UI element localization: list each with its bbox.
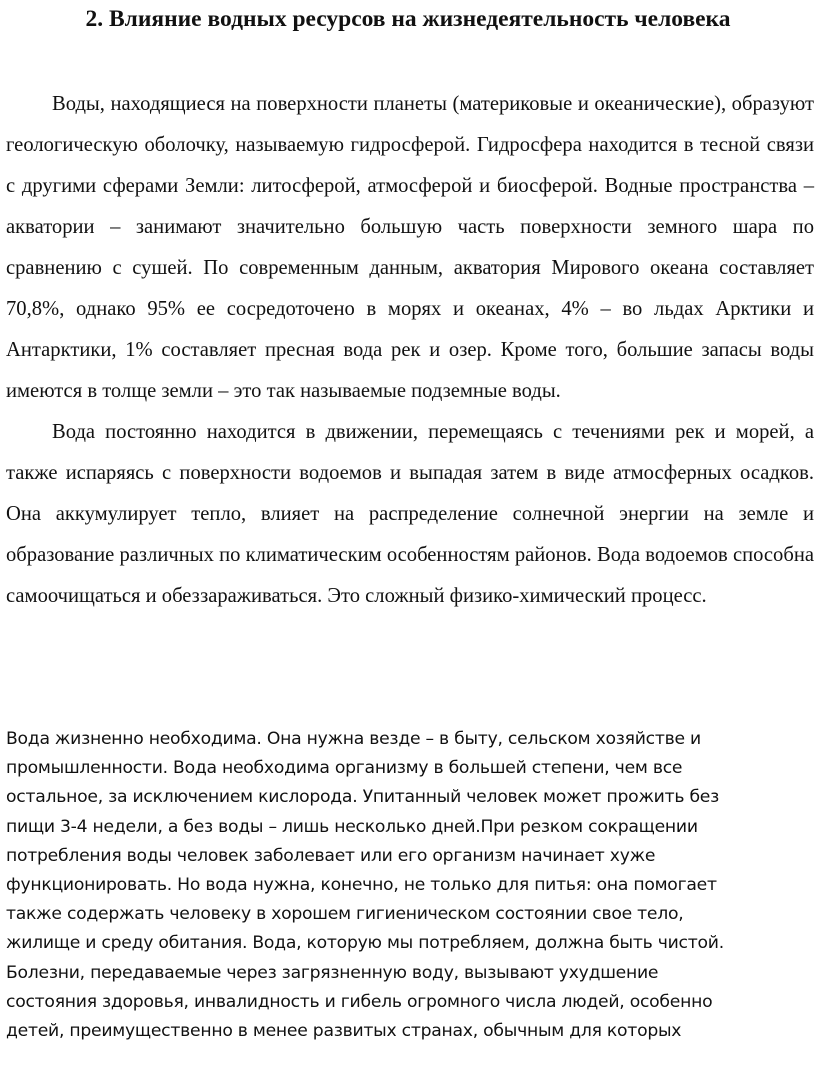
text-line: состояния здоровья, инвалидность и гибель огромного числа людей, особенно (6, 991, 713, 1012)
text-line: жилище и среду обитания. Вода, которую мы потребляем, должна быть чистой. (6, 933, 724, 954)
text-line: детей, преимущественно в менее развитых странах, обычным для которых (6, 1021, 682, 1042)
text-line: пищи 3-4 недели, а без воды – лишь несколько дней.При резком сокращении (6, 816, 698, 837)
text-line: также содержать человеку в хорошем гигиеническом состоянии свое тело, (6, 904, 684, 925)
document-title: 2. Влияние водных ресурсов на жизнедеятельность человека (85, 6, 731, 32)
text-line: Болезни, передаваемые через загрязненную воду, вызывают ухудшение (6, 962, 659, 983)
text-line: функционировать. Но вода нужна, конечно, не только для питья: она помогает (6, 875, 717, 896)
text-line: потребления воды человек заболевает или его организм начинает хуже (6, 845, 656, 866)
document-body-serif (6, 84, 814, 617)
text-line: остальное, за исключением кислорода. Упитанный человек может прожить без (6, 787, 720, 808)
paragraph-hydrosphere: Воды, находящиеся на поверхности планеты (материковые и океанические), образуют геологическую оболочку, называемую гидросферой. Гидросфера находится в тесной связи с другими сферами Земли: литосферой, атмосферой и биосферой. Водные пространства – акватории – занимают значительно большую часть поверхности земного шара по сравнению с сушей. По современным данным, акватория Мирового океана составляет 70,8%, однако 95% ее сосредоточено в морях и океанах, 4% – во льдах Арктики и Антарктики, 1% составляет пресная вода рек и озер. Кроме того, большие запасы воды имеются в толще земли – это так называемые подземные воды. (6, 93, 814, 402)
document-body-sans (6, 725, 814, 1046)
text-line: Вода жизненно необходима. Она нужна везде – в быту, сельском хозяйстве и (6, 729, 701, 749)
text-line: промышленности. Вода необходима организму в большей степени, чем все (6, 758, 683, 779)
paragraph-water-movement: Вода постоянно находится в движении, перемещаясь с течениями рек и морей, а также испаряясь с поверхности водоемов и выпадая затем в виде атмосферных осадков. Она аккумулирует тепло, влияет на распределение солнечной энергии на земле и образование различных по климатическим особенностям районов. Вода водоемов способна самоочищаться и обеззараживаться. Это сложный физико-химический процесс. (6, 421, 814, 607)
